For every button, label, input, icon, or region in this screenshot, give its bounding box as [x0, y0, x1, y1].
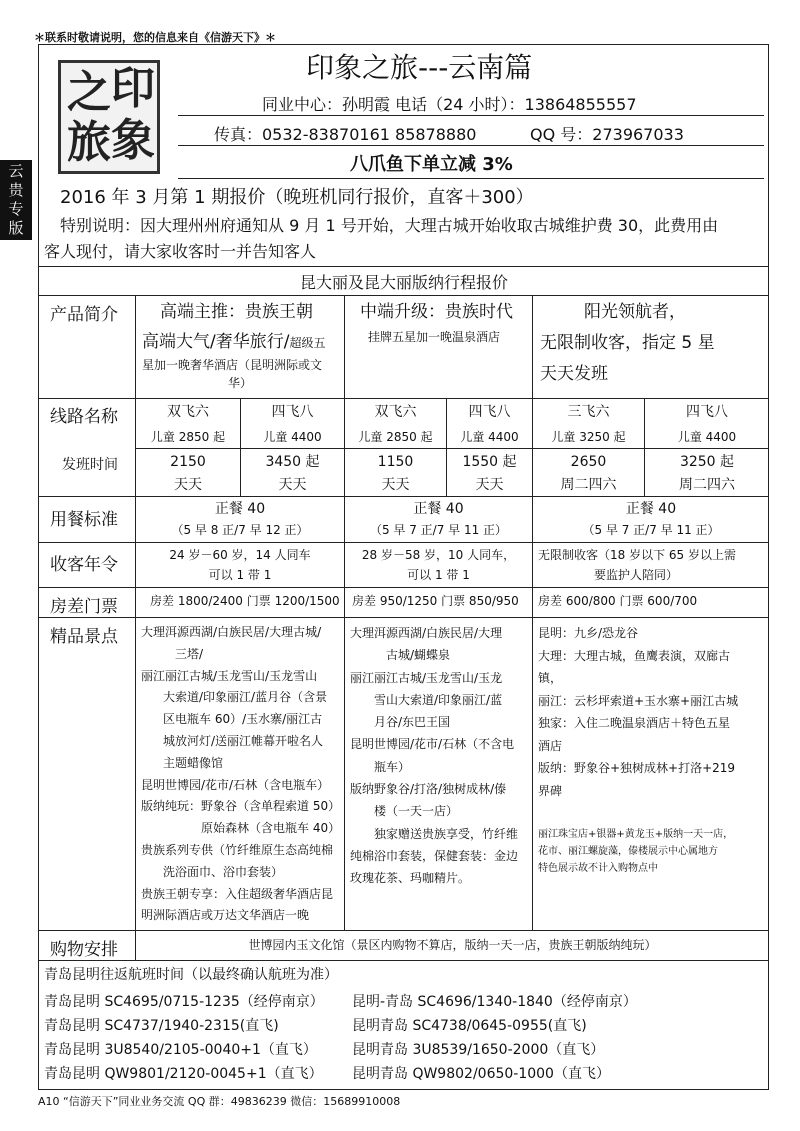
- product3-child-b: 儿童 4400: [677, 430, 737, 444]
- footer: A10 “信游天下”同业业务交流 QQ 群：49836239 微信：15689910008: [38, 1095, 401, 1108]
- product2-days-a: 天天: [381, 477, 410, 493]
- label-meal: 用餐标准: [50, 510, 118, 530]
- product3-spots: [538, 622, 766, 802]
- label-room: 房差门票: [50, 597, 118, 617]
- product1-age: 24 岁－60 岁，14 人同车: [169, 548, 311, 562]
- spot-line: 楼（一天一店）: [374, 804, 459, 819]
- side-tab-char: 云: [8, 162, 24, 180]
- special-note-line: 客人现付，请大家收客时一并告知客人: [44, 242, 317, 261]
- flights-outbound: [44, 990, 324, 1086]
- product3-age-note: 要监护人陪同）: [594, 568, 679, 582]
- contact-qq: QQ 号：273967033: [530, 125, 684, 144]
- contact-fax: 传真：0532-83870161 85878880: [214, 125, 477, 144]
- spot-line: 玫瑰花茶、玛咖精片。: [350, 871, 471, 886]
- product1-intro-main: 高端大气/奢华旅行/: [142, 332, 290, 352]
- logo-char: 旅: [67, 117, 111, 168]
- section-title: 昆大丽及昆大丽版纳行程报价: [299, 273, 508, 292]
- product1-child-a: 儿童 2850 起: [150, 430, 226, 444]
- side-tab-char: 专: [8, 200, 24, 218]
- product1-spots: [141, 622, 341, 927]
- spot-line: 古城/蝴蝶泉: [386, 648, 451, 663]
- label-depart: 发班时间: [62, 457, 118, 473]
- spot-line: 丽江丽江古城/玉龙雪山/玉龙雪山: [141, 668, 318, 683]
- spot-line: 原始森林（含电瓶车 40）: [201, 821, 341, 836]
- product2-price-b: 1550 起: [462, 454, 517, 470]
- spot-line: 版纳：野象谷+独树成林+打洛+219: [538, 761, 736, 775]
- product1-days-b: 天天: [278, 477, 307, 493]
- product3-meal-sub: （5 早 7 正/7 早 11 正）: [582, 523, 720, 537]
- product3-route-b: 四飞八: [686, 404, 728, 420]
- spot-line: 丽江丽江古城/玉龙雪山/玉龙: [350, 670, 503, 685]
- product1-days-a: 天天: [174, 477, 202, 493]
- product3-shop-note: [538, 826, 768, 877]
- product2-age-note: 可以 1 带 1: [407, 568, 470, 582]
- flight-line: 昆明青岛 3U8539/1650-2000（直飞）: [352, 1042, 605, 1058]
- side-tab: [0, 160, 32, 240]
- label-route: 线路名称: [50, 407, 118, 427]
- spot-line: 瓶车）: [374, 759, 411, 774]
- flight-line: 昆明-青岛 SC4696/1340-1840（经停南京）: [352, 994, 637, 1010]
- product3-age: 无限制收客（18 岁以下 65 岁以上需: [538, 548, 736, 562]
- spot-line: 丽江：云杉坪索道+玉水寨+丽江古城: [538, 693, 739, 708]
- flight-line: 青岛昆明 3U8540/2105-0040+1（直飞）: [44, 1042, 317, 1058]
- product1-child-b: 儿童 4400: [263, 430, 322, 444]
- product1-price-b: 3450 起: [265, 454, 320, 470]
- product2-child-b: 儿童 4400: [460, 430, 519, 444]
- product3-child-a: 儿童 3250 起: [551, 430, 626, 444]
- spot-line: 独家：入住二晚温泉酒店＋特色五星: [538, 716, 731, 730]
- label-intro: 产品简介: [50, 305, 118, 325]
- product1-room: 房差 1800/2400 门票 1200/1500: [150, 594, 340, 608]
- product3-meal: 正餐 40: [625, 501, 677, 517]
- logo-char: 印: [111, 63, 155, 114]
- product1-intro-line: 星加一晚奢华酒店（昆明洲际或文: [142, 358, 323, 372]
- product2-price-a: 1150: [377, 454, 414, 470]
- spot-line: 大理：大理古城，鱼鹰表演，双廊古: [538, 648, 731, 663]
- logo-char: 象: [111, 115, 155, 166]
- product1-title: 高端主推：贵族王朝: [160, 302, 313, 322]
- product2-meal: 正餐 40: [413, 501, 464, 517]
- product2-title: 中端升级：贵族时代: [360, 302, 513, 322]
- product1-route-a: 双飞六: [167, 404, 209, 420]
- spot-line: 大理洱源西湖/白族民居/大理古城/: [141, 625, 322, 639]
- spot-line: 大索道/印象丽江/蓝月谷（含景: [163, 690, 328, 705]
- special-note-line: 特别说明：因大理州州府通知从 9 月 1 号开始，大理古城开始收取古城维护费 30，此费用由: [60, 216, 719, 235]
- spot-line: 独家赠送贵族享受，竹纤维: [374, 826, 519, 841]
- top-note: ＊联系时敬请说明，您的信息来自《信游天下》＊: [34, 31, 276, 44]
- flights-return: [352, 990, 637, 1086]
- product3-price-b: 3250 起: [679, 454, 735, 470]
- product1-route-b: 四飞八: [271, 404, 314, 420]
- product2-spots: [350, 622, 530, 890]
- note-line: 丽江珠宝店+银器+黄龙玉+版纳一天一店，: [538, 829, 734, 840]
- promo-text: 八爪鱼下单立减 3%: [350, 154, 513, 175]
- side-tab-char: 版: [8, 219, 24, 237]
- spot-line: 镇，: [538, 671, 563, 685]
- spot-line: 版纳纯玩：野象谷（含单程索道 50）: [141, 799, 341, 814]
- flight-line: 青岛昆明 QW9801/2120-0045+1（直飞）: [44, 1066, 323, 1082]
- spot-line: 三塔/: [175, 646, 204, 661]
- spot-line: 版纳野象谷/打洛/独树成林/傣: [350, 782, 507, 797]
- flights-title: 青岛昆明往返航班时间（以最终确认航班为准）: [44, 967, 338, 983]
- spot-line: 大理洱源西湖/白族民居/大理: [350, 626, 503, 640]
- note-line: 特色展示故不计入购物点中: [538, 863, 658, 874]
- shopping-info: 世博园内玉文化馆（景区内购物不算店，版纳一天一店，贵族王朝版纳纯玩）: [248, 938, 657, 952]
- spot-line: 城放河灯/送丽江帷幕开啦名人: [163, 733, 324, 748]
- product1-intro: [142, 330, 342, 355]
- product2-intro: 挂牌五星加一晚温泉酒店: [368, 330, 501, 344]
- product3-price-a: 2650: [570, 454, 607, 470]
- product1-age-note: 可以 1 带 1: [208, 568, 272, 582]
- product3-intro: 无限制收客，指定 5 星: [540, 333, 715, 353]
- flight-line: 青岛昆明 SC4737/1940-2315(直飞): [44, 1018, 279, 1034]
- spot-line: 界碑: [538, 783, 563, 798]
- product2-route-a: 双飞六: [374, 404, 417, 420]
- flight-line: 昆明青岛 SC4738/0645-0955(直飞): [352, 1018, 587, 1034]
- product3-title: 阳光领航者，: [584, 302, 686, 322]
- spot-line: 月谷/东巴王国: [374, 715, 451, 730]
- product1-meal-sub: （5 早 8 正/7 早 12 正）: [171, 523, 309, 537]
- quote-period: 2016 年 3 月第 1 期报价（晚班机同行报价，直客＋300）: [60, 187, 534, 208]
- product2-days-b: 天天: [475, 477, 504, 493]
- spot-line: 洗浴面巾、浴巾套装）: [163, 864, 284, 879]
- note-line: 花市、丽江螺旋藻，傣楼展示中心属地方: [538, 846, 718, 857]
- spot-line: 区电瓶车 60）/玉水寨/丽江古: [163, 712, 323, 727]
- label-age: 收客年令: [50, 555, 118, 575]
- product2-room: 房差 950/1250 门票 850/950: [352, 594, 519, 608]
- spot-line: 昆明世博园/花市/石林（不含电: [350, 737, 515, 752]
- label-spots: 精品景点: [50, 627, 118, 647]
- spot-line: 贵族系列专供（竹纤维原生态高纯棉: [141, 842, 334, 857]
- spot-line: 贵族王朝专享：入住超级奢华酒店昆: [141, 886, 334, 901]
- page-title: 印象之旅---云南篇: [306, 51, 533, 84]
- brand-logo: [58, 60, 160, 174]
- side-tab-char: 贵: [8, 181, 24, 199]
- spot-line: 雪山大索道/印象丽江/蓝: [374, 692, 503, 707]
- spot-line: 昆明：九乡/恐龙谷: [538, 626, 639, 640]
- spot-line: 纯棉浴巾套装，保健套装：金边: [350, 848, 519, 863]
- spot-line: 主题蜡像馆: [163, 755, 224, 770]
- spot-line: 明洲际酒店或万达文华酒店一晚: [141, 908, 310, 923]
- product2-child-a: 儿童 2850 起: [358, 430, 433, 444]
- product1-intro-small: 超级五: [289, 336, 326, 350]
- flight-line: 青岛昆明 SC4695/0715-1235（经停南京）: [44, 994, 324, 1010]
- spot-line: 酒店: [538, 738, 563, 753]
- product1-intro-line: 华）: [228, 376, 253, 390]
- logo-char: 之: [67, 67, 111, 118]
- product2-route-b: 四飞八: [468, 404, 511, 420]
- product1-meal: 正餐 40: [214, 501, 266, 517]
- product3-days-b: 周二四六: [679, 477, 735, 493]
- product1-price-a: 2150: [170, 454, 206, 470]
- contact-phone: 同业中心：孙明霞 电话（24 小时）：13864855557: [262, 95, 637, 114]
- label-shop: 购物安排: [50, 940, 118, 960]
- product3-room: 房差 600/800 门票 600/700: [538, 594, 698, 608]
- spot-line: 昆明世博园/花市/石林（含电瓶车）: [141, 777, 330, 792]
- product2-age: 28 岁－58 岁，10 人同车，: [361, 548, 516, 562]
- product3-intro: 天天发班: [540, 364, 608, 384]
- product3-days-a: 周二四六: [560, 477, 617, 493]
- flight-line: 昆明青岛 QW9802/0650-1000（直飞）: [352, 1066, 610, 1082]
- product2-meal-sub: （5 早 7 正/7 早 11 正）: [369, 523, 508, 537]
- product3-route-a: 三飞六: [567, 404, 610, 420]
- special-note: [44, 213, 764, 265]
